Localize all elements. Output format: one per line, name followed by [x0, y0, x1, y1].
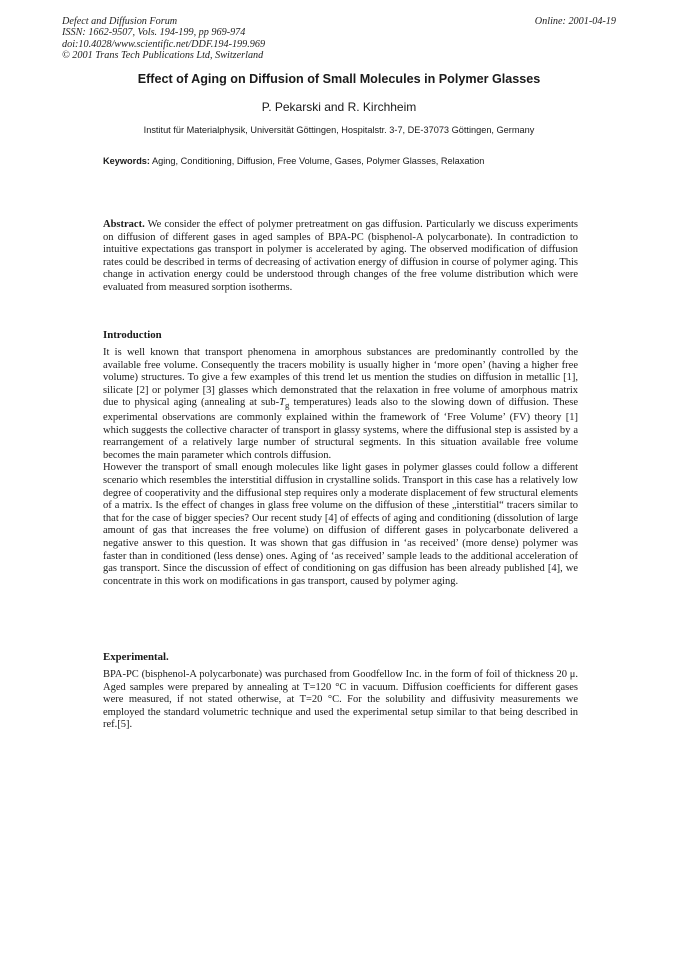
journal-header	[62, 16, 265, 62]
keywords-line	[103, 156, 484, 166]
experimental-paragraph-1: BPA-PC (bisphenol-A polycarbonate) was purchased from Goodfellow Inc. in the form of foil of thickness 20 μ. Aged samples were prepared by annealing at T=120 °C in vacuum. Diffusion coefficients for different gases were measured, if not stated otherwise, at T=20 °C. For the solubility and diffusivity measurements we employed the standard volumetric technique and used the experimental setup similar to that being described in ref.[5].	[103, 669, 578, 731]
introduction-section	[103, 347, 578, 588]
tg-subscript: g	[285, 400, 290, 411]
author-affiliation: Institut für Materialphysik, Universität Göttingen, Hospitalstr. 3-7, DE-37073 Göttingen, Germany	[143, 125, 535, 135]
intro-p1-text-a: It is well known that transport phenomena in amorphous substances are predominantly controlled by the available free volume. Consequently the tracers mobility is usually higher in ‘more open’ (having a higher free volume) structures. To give a few examples of this trend let us mention the studies on diffusion in metallic [1], silicate [2] or polymer [3] glasses which demonstrated that the relaxation in free volume of amorphous matrix due to physical aging (annealing at sub-	[103, 347, 578, 409]
experimental-section	[103, 669, 578, 732]
intro-p1-text-b: temperatures) leads also to the slowing down of diffusion. These experimental observations are commonly explained within the framework of ‘Free Volume’ (FV) theory [1] which suggests the collective character of transport in glassy systems, where the diffusional step is assisted by a rearrangement of a relatively large number of structural segments. In this situation available free volume becomes the main parameter which controls diffusion.	[103, 397, 579, 461]
experimental-heading: Experimental.	[103, 651, 169, 663]
introduction-heading: Introduction	[103, 329, 162, 341]
paper-authors: P. Pekarski and R. Kirchheim	[261, 100, 417, 114]
intro-paragraph-1	[103, 347, 578, 462]
tg-symbol: T	[279, 397, 285, 409]
online-date: Online: 2001-04-19	[534, 16, 616, 27]
paper-title: Effect of Aging on Diffusion of Small Molecules in Polymer Glasses	[137, 72, 541, 86]
keywords-label: Keywords:	[103, 156, 150, 166]
abstract-label: Abstract.	[103, 219, 145, 230]
abstract	[103, 219, 578, 295]
copyright-line: © 2001 Trans Tech Publications Ltd, Switzerland	[62, 50, 264, 62]
intro-paragraph-2: However the transport of small enough molecules like light gases in polymer glasses could follow a different scenario which resembles the interstitial diffusion in crystalline solids. Transport in this case has a relatively low degree of cooperativity and the diffusional step requires only a moderate displacement of few structural elements of a matrix. Is the effect of changes in glass free volume on the diffusion of these „interstitial“ tracers similar to that for the case of bigger species? Our recent study [4] of effects of aging and conditioning (dissolution of large amount of gas that increases the free volume) on diffusion of different gases in polycarbonate delivered a negative answer to this question. It was shown that gas diffusion in ‘as received’ (more dense) polymer was faster than in conditioned (less dense) ones. Aging of ‘as received’ sample leads to the additional acceleration of gas transport. Since the discussion of effect of conditioning on gas diffusion has been already published [4], we concentrate in this work on modifications in gas transport, caused by polymer aging.	[103, 462, 578, 587]
journal-name: Defect and Diffusion Forum	[62, 16, 178, 27]
doi-line: doi:10.4028/www.scientific.net/DDF.194-199.969	[62, 38, 266, 50]
keywords-text: Aging, Conditioning, Diffusion, Free Volume, Gases, Polymer Glasses, Relaxation	[152, 156, 485, 166]
abstract-text: We consider the effect of polymer pretreatment on gas diffusion. Particularly we discuss experiments on diffusion of different gases in aged samples of BPA-PC (bisphenol-A polycarbonate). In contradiction to intuitive expectations gas transport in polymer is accelerated by aging. The observed modification of diffusion rates could be described in terms of decreasing of activation energy of diffusion in course of polymer aging. This change in activation energy could be understood through changes of the free volume distribution which were evaluated from measured sorption isotherms.	[103, 219, 578, 293]
issn-line: ISSN: 1662-9507, Vols. 194-199, pp 969-974	[62, 27, 246, 39]
